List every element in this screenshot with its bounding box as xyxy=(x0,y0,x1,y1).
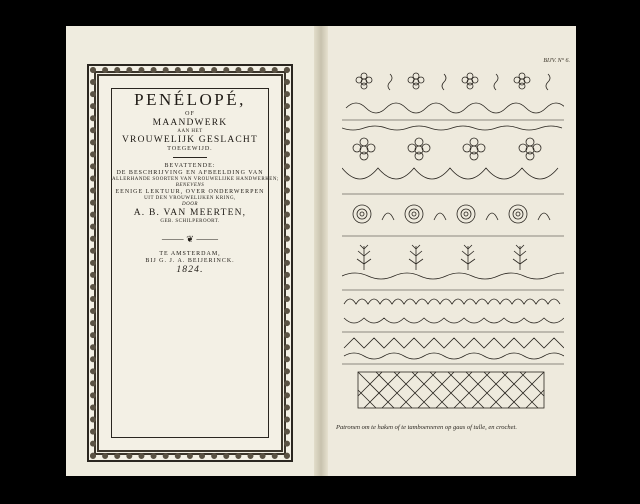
pattern-band-flowers-small xyxy=(346,73,564,113)
contents-line-1: DE BESCHRIJVING EN AFBEELDING VAN xyxy=(116,170,264,176)
pattern-band-lattice xyxy=(358,372,544,408)
imprint-city: TE AMSTERDAM, xyxy=(159,251,221,257)
pattern-band-flowers-scallop xyxy=(342,126,562,179)
author-name: A. B. VAN MEERTEN, xyxy=(133,208,247,218)
book-spread xyxy=(66,26,576,476)
imprint-year: 1824. xyxy=(176,265,204,275)
title-block xyxy=(111,88,279,438)
pattern-plate-page xyxy=(328,26,576,476)
book-subtitle: MAANDWERK xyxy=(152,118,228,128)
title-dedication: VROUWELIJK GESLACHT xyxy=(122,135,258,145)
contents-heading: BEVATTENDE: xyxy=(164,163,216,169)
title-page xyxy=(66,26,318,476)
embroidery-pattern-plate xyxy=(342,64,564,420)
author-maiden-name: GEB. SCHILPEROORT. xyxy=(160,219,220,224)
pattern-band-zigzag xyxy=(344,338,564,359)
title-rule xyxy=(173,157,207,158)
ornament-divider: ⸻ ❦ ⸻ xyxy=(161,234,219,244)
title-conjunction: OF xyxy=(185,111,195,117)
contents-benevens: BENEVENS xyxy=(175,183,205,188)
pattern-band-leaves xyxy=(342,245,564,279)
contents-line-4: UIT DEN VROUWELIJKEN KRING, xyxy=(144,196,236,201)
pattern-band-loops xyxy=(344,299,564,323)
book-gutter xyxy=(314,26,328,476)
imprint-publisher: BIJ G. J. A. BEIJERINCK. xyxy=(145,258,235,264)
pattern-band-spirals xyxy=(353,205,550,223)
contents-line-3: EENIGE LEKTUUR, OVER ONDERWERPEN xyxy=(115,189,265,195)
plate-caption: Patronen om te haken of te tamboereeren op gaas of tulle, en crochet. xyxy=(336,424,517,431)
book-title: PENÉLOPÉ, xyxy=(134,90,246,109)
ornamental-frame xyxy=(87,64,293,462)
author-by: DOOR xyxy=(182,202,198,207)
title-toegewijd: TOEGEWIJD. xyxy=(167,146,213,152)
contents-line-2: ALLERHANDE SOORTEN VAN VROUWELIJKE HANDWERKEN; xyxy=(112,177,279,182)
title-aan-het: AAN HET xyxy=(177,129,203,134)
plate-number: BIJV. N° 6. xyxy=(543,58,570,64)
